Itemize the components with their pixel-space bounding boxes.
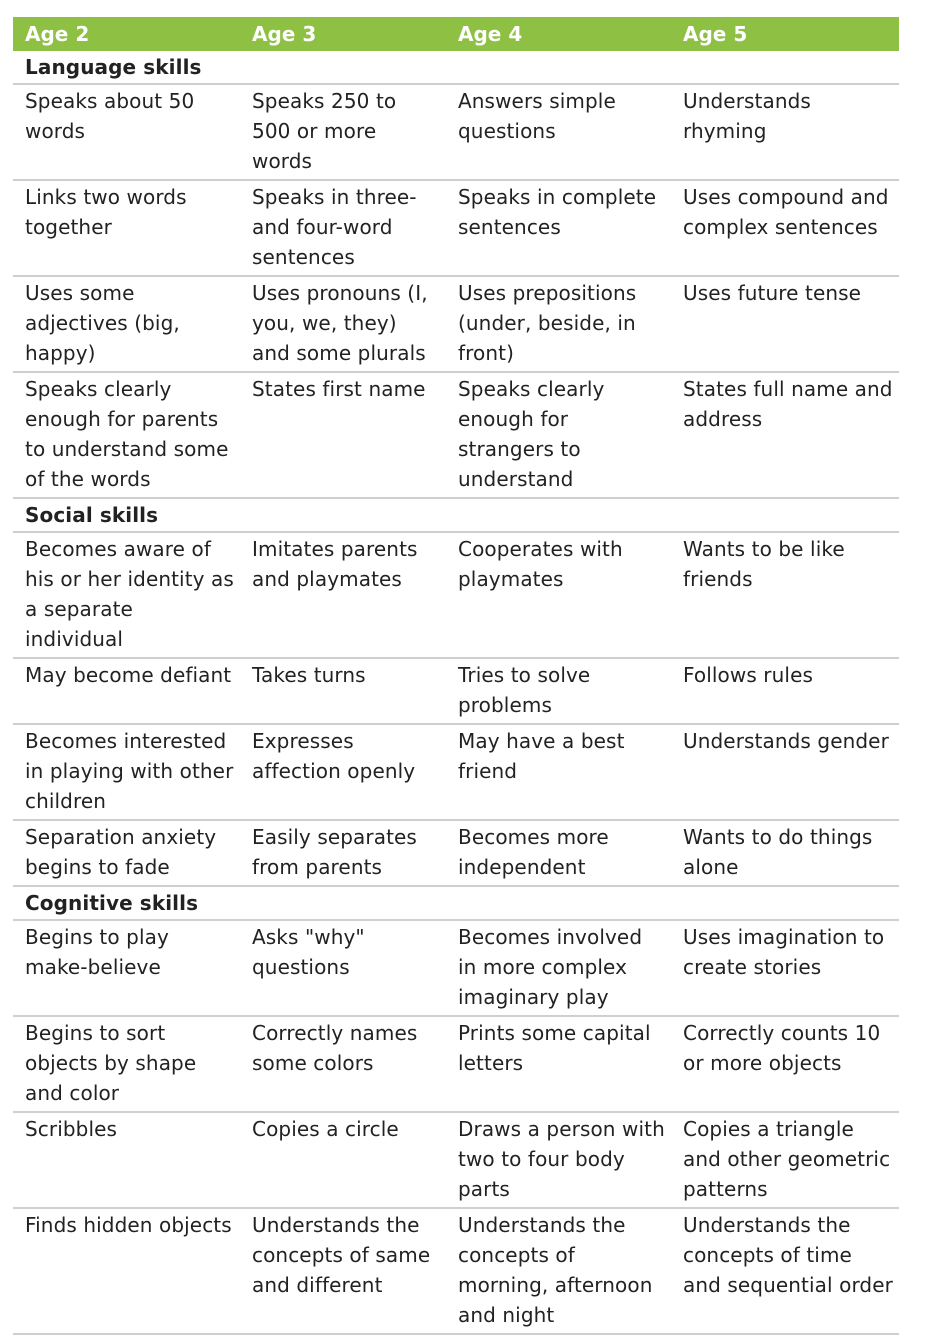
section-row-language (13, 51, 899, 84)
cell: Prints some capital letters (446, 1016, 671, 1112)
table-body (13, 51, 899, 1334)
cell: Understands rhyming (671, 84, 899, 180)
table-row (13, 820, 899, 886)
cell: May become defiant (13, 658, 240, 724)
cell: Speaks 250 to 500 or more words (240, 84, 446, 180)
cell: Easily separates from parents (240, 820, 446, 886)
table-row (13, 532, 899, 658)
cell: Understands gender (671, 724, 899, 820)
cell: Imitates parents and playmates (240, 532, 446, 658)
cell: Becomes aware of his or her identity as a separate individual (13, 532, 240, 658)
cell: Correctly names some colors (240, 1016, 446, 1112)
cell: Speaks in complete sentences (446, 180, 671, 276)
cell: Answers simple questions (446, 84, 671, 180)
header-age-3: Age 3 (240, 17, 446, 51)
table-row (13, 180, 899, 276)
section-row-social (13, 498, 899, 532)
cell: Begins to play make-believe (13, 920, 240, 1016)
cell: Understands the concepts of morning, afternoon and night (446, 1208, 671, 1334)
section-title: Social skills (13, 498, 899, 532)
table-row (13, 920, 899, 1016)
cell: Uses prepositions (under, beside, in front) (446, 276, 671, 372)
table-row (13, 658, 899, 724)
table-row (13, 724, 899, 820)
header-age-2: Age 2 (13, 17, 240, 51)
cell: Copies a triangle and other geometric patterns (671, 1112, 899, 1208)
section-title: Language skills (13, 51, 899, 84)
cell: Understands the concepts of time and sequential order (671, 1208, 899, 1334)
table-header (13, 17, 899, 51)
cell: Cooperates with playmates (446, 532, 671, 658)
cell: Becomes more independent (446, 820, 671, 886)
cell: Separation anxiety begins to fade (13, 820, 240, 886)
cell: Draws a person with two to four body parts (446, 1112, 671, 1208)
cell: Uses compound and complex sentences (671, 180, 899, 276)
table-row (13, 372, 899, 498)
header-row (13, 17, 899, 51)
table-row (13, 1016, 899, 1112)
cell: Copies a circle (240, 1112, 446, 1208)
cell: Understands the concepts of same and different (240, 1208, 446, 1334)
cell: Speaks clearly enough for strangers to understand (446, 372, 671, 498)
cell: Wants to do things alone (671, 820, 899, 886)
section-title: Cognitive skills (13, 886, 899, 920)
cell: Wants to be like friends (671, 532, 899, 658)
cell: Takes turns (240, 658, 446, 724)
cell: May have a best friend (446, 724, 671, 820)
cell: Begins to sort objects by shape and color (13, 1016, 240, 1112)
section-row-cognitive (13, 886, 899, 920)
cell: States full name and address (671, 372, 899, 498)
cell: Tries to solve problems (446, 658, 671, 724)
cell: Speaks about 50 words (13, 84, 240, 180)
cell: Scribbles (13, 1112, 240, 1208)
cell: Speaks clearly enough for parents to understand some of the words (13, 372, 240, 498)
cell: Speaks in three- and four-word sentences (240, 180, 446, 276)
cell: Follows rules (671, 658, 899, 724)
cell: Expresses affection openly (240, 724, 446, 820)
cell: Correctly counts 10 or more objects (671, 1016, 899, 1112)
table-row (13, 276, 899, 372)
cell: Links two words together (13, 180, 240, 276)
cell: Uses imagination to create stories (671, 920, 899, 1016)
cell: Uses pronouns (I, you, we, they) and some plurals (240, 276, 446, 372)
cell: Uses some adjectives (big, happy) (13, 276, 240, 372)
header-age-4: Age 4 (446, 17, 671, 51)
table-row (13, 1208, 899, 1334)
cell: Becomes interested in playing with other children (13, 724, 240, 820)
milestones-table (13, 17, 899, 1335)
cell: Finds hidden objects (13, 1208, 240, 1334)
table-row (13, 84, 899, 180)
table-row (13, 1112, 899, 1208)
cell: Uses future tense (671, 276, 899, 372)
cell: Becomes involved in more complex imaginary play (446, 920, 671, 1016)
header-age-5: Age 5 (671, 17, 899, 51)
cell: Asks "why" questions (240, 920, 446, 1016)
cell: States first name (240, 372, 446, 498)
